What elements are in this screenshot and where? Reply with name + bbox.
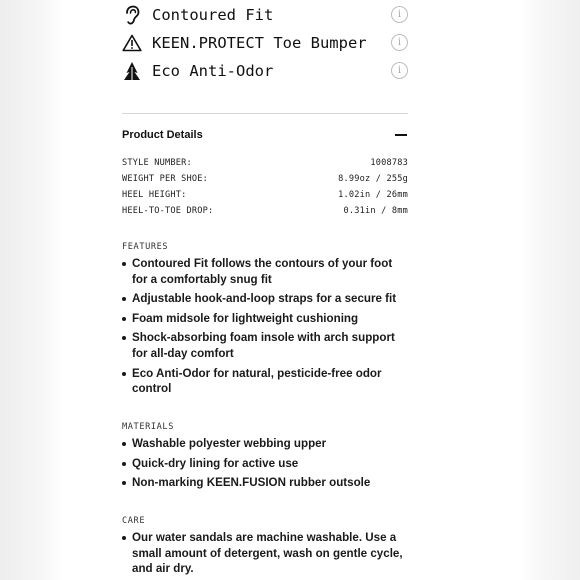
tech-feature-toe-bumper (122, 30, 408, 56)
right-background-edge (520, 0, 580, 580)
list-item: Quick-dry lining for active use (122, 456, 408, 472)
product-details-header[interactable] (122, 127, 408, 143)
info-icon[interactable]: i (391, 34, 408, 51)
list-item: Non-marking KEEN.FUSION rubber outsole (122, 475, 408, 491)
materials-heading: MATERIALS (122, 422, 174, 432)
spec-value: 1.02in / 26mm (338, 190, 408, 200)
tech-feature-contoured-fit (122, 2, 408, 28)
product-details-title: Product Details (122, 129, 203, 141)
spec-value: 8.99oz / 255g (338, 174, 408, 184)
list-item: Shock-absorbing foam insole with arch support for all-day comfort (122, 330, 408, 361)
tree-icon (122, 61, 142, 81)
left-background-edge (0, 0, 64, 580)
spec-value: 0.31in / 8mm (343, 206, 408, 216)
features-list (122, 256, 408, 401)
tech-feature-label: KEEN.PROTECT Toe Bumper (152, 34, 367, 52)
care-heading: CARE (122, 516, 146, 526)
list-item: Foam midsole for lightweight cushioning (122, 311, 408, 327)
collapse-minus-icon[interactable] (394, 128, 408, 142)
list-item: Washable polyester webbing upper (122, 436, 408, 452)
list-item: Adjustable hook-and-loop straps for a secure fit (122, 291, 408, 307)
list-item: Contoured Fit follows the contours of your foot for a comfortably snug fit (122, 256, 408, 287)
spec-label: STYLE NUMBER: (122, 158, 192, 168)
materials-list (122, 436, 408, 495)
spec-label: HEEL HEIGHT: (122, 190, 187, 200)
spec-row-style-number (122, 155, 408, 171)
tech-feature-label: Contoured Fit (152, 6, 274, 24)
care-list (122, 530, 408, 580)
warning-triangle-icon (122, 33, 142, 53)
spec-row-heel-height (122, 187, 408, 203)
divider (122, 113, 408, 114)
info-icon[interactable]: i (391, 62, 408, 79)
list-item: Our water sandals are machine washable. Use a small amount of detergent, wash on gentle cycle, and air dry. (122, 530, 408, 577)
spec-label: WEIGHT PER SHOE: (122, 174, 208, 184)
tech-feature-eco-anti-odor (122, 58, 408, 84)
spec-row-weight (122, 171, 408, 187)
list-item: Eco Anti-Odor for natural, pesticide-free odor control (122, 366, 408, 397)
features-heading: FEATURES (122, 242, 169, 252)
spec-value: 1008783 (370, 158, 408, 168)
tech-feature-label: Eco Anti-Odor (152, 62, 274, 80)
ear-icon (122, 5, 142, 25)
info-icon[interactable]: i (391, 6, 408, 23)
spec-label: HEEL-TO-TOE DROP: (122, 206, 214, 216)
spec-row-heel-to-toe-drop (122, 203, 408, 219)
spec-table (122, 155, 408, 219)
